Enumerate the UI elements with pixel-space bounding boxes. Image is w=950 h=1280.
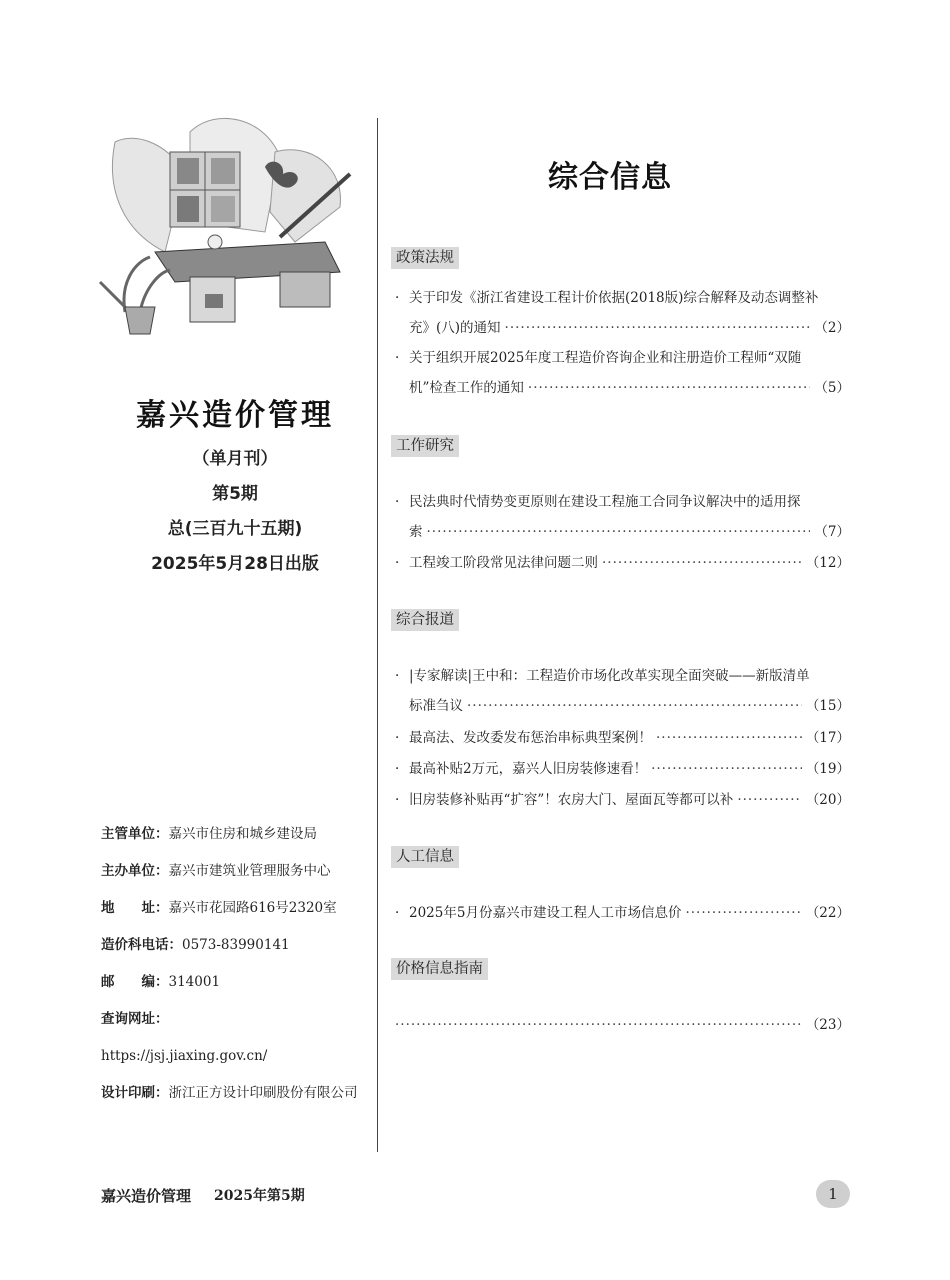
bullet: ·	[395, 905, 400, 921]
entry-title: 最高法、发改委发布惩治串标典型案例！	[409, 730, 652, 746]
imprint-row	[101, 853, 371, 890]
imprint-label: 主办单位：	[101, 863, 169, 879]
leader-dots	[528, 373, 811, 403]
entry-title-cont: 索	[409, 524, 423, 540]
leader-dots	[395, 1010, 802, 1040]
page-ref: （7）	[814, 524, 850, 540]
imprint-row	[101, 964, 371, 1001]
entry-title: |专家解读|王中和：工程造价市场化改革实现全面突破——新版清单	[409, 668, 810, 684]
page-ref: （19）	[805, 761, 850, 777]
bullet: ·	[395, 668, 400, 684]
page-ref: （15）	[805, 698, 850, 714]
entry-title: 2025年5月份嘉兴市建设工程人工市场信息价	[409, 905, 682, 921]
category-research: 工作研究	[391, 435, 459, 457]
page-number: 1	[816, 1180, 850, 1208]
page-ref: （20）	[805, 792, 850, 808]
website-link[interactable]: https://jsj.jiaxing.gov.cn/	[101, 1048, 268, 1064]
bullet: ·	[395, 494, 400, 510]
magazine-title: 嘉兴造价管理	[136, 398, 334, 433]
leader-dots	[602, 548, 802, 578]
imprint-row	[101, 890, 371, 927]
bullet: ·	[395, 792, 400, 808]
toc-entry[interactable]	[395, 548, 850, 578]
entry-title: 关于组织开展2025年度工程造价咨询企业和注册造价工程师“双随	[409, 350, 802, 366]
imprint-value: 嘉兴市住房和城乡建设局	[168, 826, 317, 842]
imprint-value: 嘉兴市建筑业管理服务中心	[168, 863, 331, 879]
page-ref: （23）	[805, 1017, 850, 1033]
toc-entry[interactable]	[395, 785, 850, 815]
imprint-label: 主管单位：	[101, 826, 169, 842]
section-heading: 综合信息	[548, 160, 672, 195]
page-ref: （5）	[814, 380, 850, 396]
leader-dots	[505, 313, 811, 343]
leader-dots	[651, 754, 802, 784]
leader-dots	[737, 785, 802, 815]
category-policy: 政策法规	[391, 247, 459, 269]
leader-dots	[685, 898, 801, 928]
page-ref: （22）	[805, 905, 850, 921]
leader-dots	[467, 691, 802, 721]
frequency-label: （单月刊）	[192, 449, 278, 469]
toc-entry[interactable]	[395, 343, 850, 403]
publish-date: 2025年5月28日出版	[151, 554, 319, 574]
entry-title: 旧房装修补贴再“扩容”！农房大门、屋面瓦等都可以补	[409, 792, 734, 808]
entry-title-cont: 机”检查工作的通知	[409, 380, 524, 396]
entry-title-cont: 充》(八)的通知	[409, 320, 501, 336]
imprint-label: 查询网址：	[101, 1011, 169, 1027]
toc-entry[interactable]	[395, 661, 850, 721]
category-labor: 人工信息	[391, 846, 459, 868]
footer-issue: 2025年第5期	[214, 1188, 305, 1204]
imprint-row	[101, 1001, 371, 1038]
leader-dots	[427, 517, 811, 547]
imprint-value: 314001	[168, 974, 221, 990]
cover-illustration	[95, 112, 365, 342]
imprint-value: 浙江正方设计印刷股份有限公司	[168, 1085, 358, 1101]
imprint-value: 嘉兴市花园路616号2320室	[168, 900, 337, 916]
imprint-label: 造价科电话：	[101, 937, 182, 953]
imprint-row	[101, 1038, 371, 1075]
toc-entry[interactable]	[395, 723, 850, 753]
issue-number: 第5期	[212, 484, 258, 504]
toc-entry[interactable]	[395, 487, 850, 547]
imprint-row	[101, 1075, 371, 1112]
toc-entry[interactable]	[395, 1010, 850, 1040]
toc-entry[interactable]	[395, 754, 850, 784]
category-reports: 综合报道	[391, 609, 459, 631]
footer-title: 嘉兴造价管理	[101, 1187, 192, 1205]
category-price-guide: 价格信息指南	[391, 958, 488, 980]
total-issue: 总(三百九十五期)	[167, 519, 303, 539]
imprint-value: 0573-83990141	[182, 937, 290, 953]
imprint-label: 设计印刷：	[101, 1085, 169, 1101]
imprint-row	[101, 927, 371, 964]
bullet: ·	[395, 730, 400, 746]
imprint-label: 邮 编：	[101, 974, 169, 990]
toc-entry[interactable]	[395, 898, 850, 928]
entry-title: 最高补贴2万元，嘉兴人旧房装修速看！	[409, 761, 648, 777]
entry-title: 民法典时代情势变更原则在建设工程施工合同争议解决中的适用探	[409, 494, 801, 510]
bullet: ·	[395, 350, 400, 366]
column-divider	[377, 118, 378, 1152]
leader-dots	[656, 723, 802, 753]
imprint-row	[101, 816, 371, 853]
page-ref: （2）	[814, 320, 850, 336]
entry-title-cont: 标准刍议	[409, 698, 463, 714]
toc-entry[interactable]	[395, 283, 850, 343]
page-ref: （17）	[805, 730, 850, 746]
entry-title: 关于印发《浙江省建设工程计价依据(2018版)综合解释及动态调整补	[409, 290, 819, 306]
bullet: ·	[395, 555, 400, 571]
imprint-label: 地 址：	[101, 900, 169, 916]
page-ref: （12）	[805, 555, 850, 571]
imprint-info	[101, 816, 371, 1112]
bullet: ·	[395, 761, 400, 777]
bullet: ·	[395, 290, 400, 306]
issue-info	[100, 442, 370, 582]
entry-title: 工程竣工阶段常见法律问题二则	[409, 555, 598, 571]
